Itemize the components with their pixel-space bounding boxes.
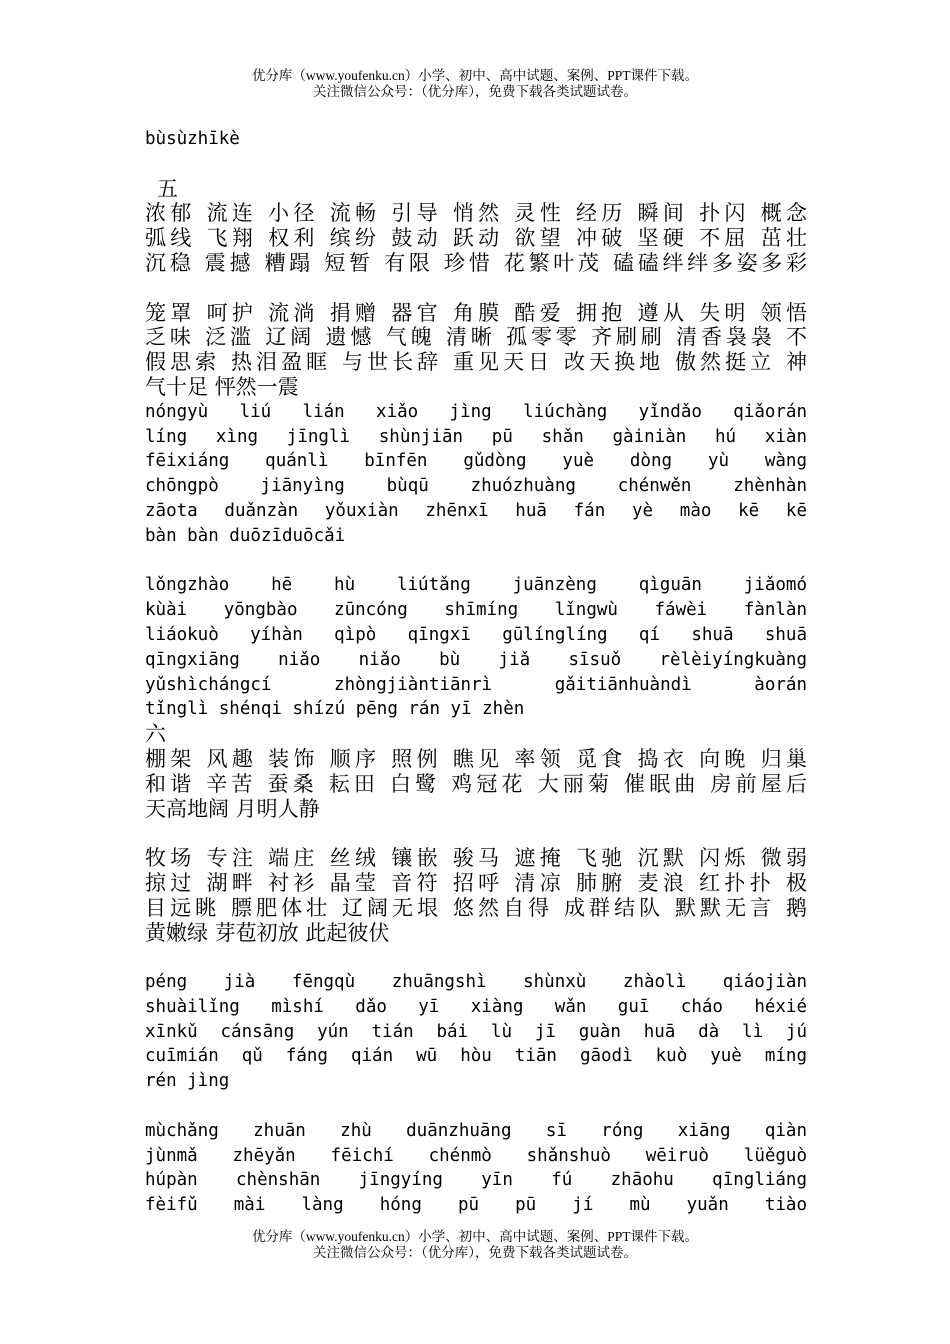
spacer <box>145 945 807 970</box>
s6-pinyin-line: mùchǎng zhuān zhù duānzhuāng sī róng xiāng qiàn <box>145 1120 807 1141</box>
s6-pinyin-line: shuàilǐng mìshí dǎo yī xiàng wǎn guī cháo héxié <box>145 996 807 1017</box>
header-line-2: 关注微信公众号：（优分库），免费下载各类试题试卷。 <box>313 84 637 99</box>
s6-pinyin-line: jùnmǎ zhēyǎn fēichí chénmò shǎnshuò wēiruò lüěguò <box>145 1145 807 1166</box>
s5-pinyin-line: zāota duǎnzàn yǒuxiàn zhēnxī huā fán yè mào kē kē <box>145 500 807 521</box>
s6-pinyin-line: cuīmián qǔ fáng qián wū hòu tiān gāodì kuò yuè míng <box>145 1046 807 1067</box>
s6-chinese-line: 和谐 辛苦 蚕桑 耘田 白鹭 鸡冠花 大丽菊 催眠曲 房前屋后 <box>145 771 807 796</box>
s6-chinese-line: 黄嫩绿 芽苞初放 此起彼伏 <box>145 920 390 945</box>
s6-pinyin-line: xīnkǔ cánsāng yún tián bái lù jī guàn huā dà lì jú <box>145 1021 807 1042</box>
s6-chinese-line: 掠过 湖畔 衬衫 晶莹 音符 招呼 清凉 肺腑 麦浪 红扑扑 极 <box>145 870 807 895</box>
s5-pinyin-line: líng xìng jīnglì shùnjiān pū shǎn gàiniàn hú xiàn <box>145 426 807 447</box>
s5-pinyin-line: liáokuò yíhàn qìpò qīngxī gūlínglíng qí shuā shuā <box>145 624 807 645</box>
s5-chinese-line: 气十足 怦然一震 <box>145 374 299 399</box>
document-body <box>145 127 807 1218</box>
header-line-1: 优分库（www.youfenku.cn）小学、初中、高中试题、案例、PPT课件下载。 <box>251 68 699 83</box>
s6-chinese-line: 天高地阔 月明人静 <box>145 796 320 821</box>
spacer <box>145 821 807 846</box>
s5-chinese-line: 笼罩 呵护 流淌 捐赠 器官 角膜 酷爱 拥抱 遵从 失明 领悟 <box>145 300 807 325</box>
s5-pinyin-line: bàn bàn duōzīduōcǎi <box>145 525 346 546</box>
s5-chinese-line: 沉稳 震撼 糟蹋 短暂 有限 珍惜 花繁叶茂 磕磕绊绊多姿多彩 <box>145 250 807 275</box>
s5-pinyin-line: qīngxiāng niǎo niǎo bù jiǎ sīsuǒ rèlèiyíngkuàng <box>145 649 807 670</box>
s6-pinyin-line: fèifǔ mài làng hóng pū pū jí mù yuǎn tiào <box>145 1195 807 1216</box>
s6-pinyin-line: rén jìng <box>145 1071 230 1092</box>
footer-line-1: 优分库（www.youfenku.cn）小学、初中、高中试题、案例、PPT课件下载。 <box>251 1229 699 1244</box>
s5-pinyin-line: yǔshìchángcí zhòngjiàntiānrì gǎitiānhuàndì àorán <box>145 674 807 695</box>
footer-line-2: 关注微信公众号：（优分库），免费下载各类试题试卷。 <box>313 1245 637 1260</box>
top-pinyin-line: bùsùzhīkè <box>145 129 240 149</box>
s5-chinese-line: 浓郁 流连 小径 流畅 引导 悄然 灵性 经历 瞬间 扑闪 概念 <box>145 201 807 226</box>
section-6-number: 六 <box>145 722 166 747</box>
s5-pinyin-line: chōngpò jiānyìng bùqū zhuózhuàng chénwěn zhènhàn <box>145 476 807 497</box>
s5-pinyin-line: nóngyù liú lián xiǎo jìng liúchàng yǐndǎo qiǎorán <box>145 401 807 422</box>
spacer <box>145 152 807 177</box>
spacer <box>145 549 807 574</box>
page-header <box>0 68 950 100</box>
s6-chinese-line: 棚架 风趣 装饰 顺序 照例 瞧见 率领 觅食 捣衣 向晚 归巢 <box>145 746 807 771</box>
s5-chinese-line: 弧线 飞翔 权利 缤纷 鼓动 跃动 欲望 冲破 坚硬 不屈 茁壮 <box>145 226 807 251</box>
page-footer <box>0 1229 950 1261</box>
spacer <box>145 1094 807 1119</box>
s5-chinese-line: 乏味 泛滥 辽阔 遗憾 气魄 清晰 孤零零 齐刷刷 清香袅袅 不 <box>145 325 807 350</box>
s6-chinese-line: 目远眺 膘肥体壮 辽阔无垠 悠然自得 成群结队 默默无言 鹅 <box>145 895 807 920</box>
s5-pinyin-line: fēixiáng quánlì bīnfēn gǔdòng yuè dòng yù wàng <box>145 451 807 472</box>
s5-pinyin-line: kùài yōngbào zūncóng shīmíng lǐngwù fáwèi fànlàn <box>145 600 807 621</box>
section-5-heading <box>145 177 807 202</box>
s6-pinyin-line: húpàn chènshān jīngyíng yīn fú zhāohu qīngliáng <box>145 1170 807 1191</box>
spacer <box>145 276 807 301</box>
s5-pinyin-line: lǒngzhào hē hù liútǎng juānzèng qìguān jiǎomó <box>145 575 807 596</box>
s5-chinese-line: 假思索 热泪盈眶 与世长辞 重见天日 改天换地 傲然挺立 神 <box>145 350 807 375</box>
s6-chinese-line: 牧场 专注 端庄 丝绒 镶嵌 骏马 遮掩 飞驰 沉默 闪烁 微弱 <box>145 846 807 871</box>
section-5-number: 五 <box>157 176 178 201</box>
section-6-heading <box>145 722 807 747</box>
s6-pinyin-line: péng jià fēngqù zhuāngshì shùnxù zhàolì qiáojiàn <box>145 972 807 993</box>
s5-pinyin-line: tǐnglì shénqi shízú pēng rán yī zhèn <box>145 699 525 720</box>
